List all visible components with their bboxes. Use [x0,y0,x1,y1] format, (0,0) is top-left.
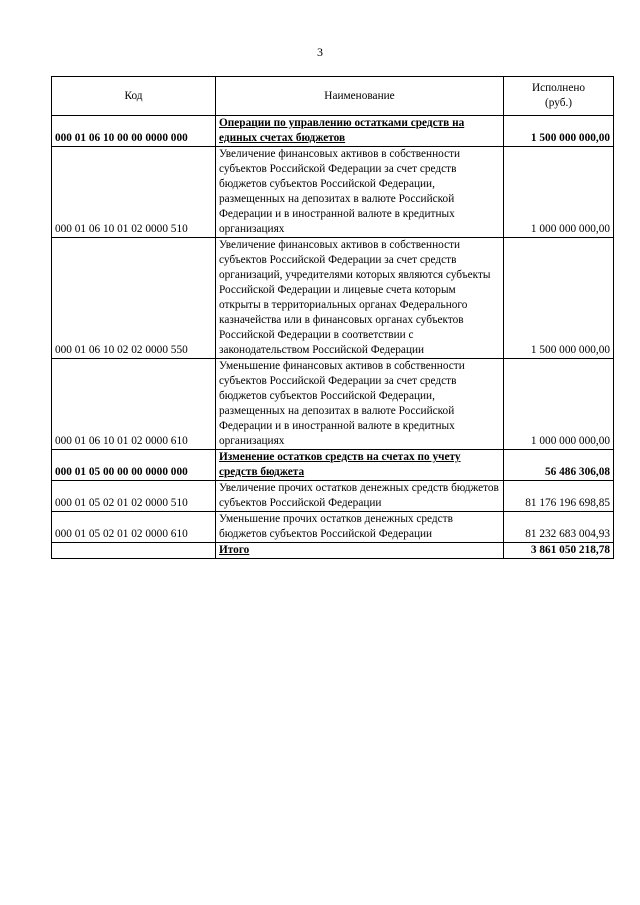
total-sum: 3 861 050 218,78 [504,543,614,559]
row-sum: 1 000 000 000,00 [504,147,614,238]
row-name: Операции по управлению остатками средств на единых счетах бюджетов [216,116,504,147]
row-sum: 1 500 000 000,00 [504,116,614,147]
row-sum: 56 486 306,08 [504,450,614,481]
header-sum-line2: (руб.) [544,97,573,109]
table-row [52,450,614,481]
row-name: Увеличение прочих остатков денежных средств бюджетов субъектов Российской Федерации [216,481,504,512]
budget-sources-table [51,76,614,559]
page-number: 3 [317,45,323,59]
table-row [52,147,614,238]
total-label: Итого [216,543,504,559]
row-name: Изменение остатков средств на счетах по учету средств бюджета [216,450,504,481]
table-row [52,116,614,147]
row-code: 000 01 05 00 00 00 0000 000 [52,450,216,481]
table-row [52,512,614,543]
row-sum: 1 500 000 000,00 [504,238,614,359]
row-name: Уменьшение прочих остатков денежных средств бюджетов субъектов Российской Федерации [216,512,504,543]
header-name: Наименование [216,77,504,116]
table-row [52,481,614,512]
row-code: 000 01 06 10 00 00 0000 000 [52,116,216,147]
row-sum: 1 000 000 000,00 [504,359,614,450]
row-name: Уменьшение финансовых активов в собственности субъектов Российской Федерации за счет средств бюджетов субъектов Российской Федерации, размещенных на депозитах в валюте Российской Федерации и в иностранной валюте в кредитных организациях [216,359,504,450]
header-code: Код [52,77,216,116]
row-name: Увеличение финансовых активов в собственности субъектов Российской Федерации за счет средств бюджетов субъектов Российской Федерации, размещенных на депозитах в валюте Российской Федерации и в иностранной валюте в кредитных организациях [216,147,504,238]
row-code: 000 01 06 10 01 02 0000 610 [52,359,216,450]
table-header-row [52,77,614,116]
row-code: 000 01 06 10 02 02 0000 550 [52,238,216,359]
row-code: 000 01 06 10 01 02 0000 510 [52,147,216,238]
table-row [52,238,614,359]
header-sum [504,77,614,116]
header-sum-line1: Исполнено [531,82,586,94]
row-name: Увеличение финансовых активов в собственности субъектов Российской Федерации за счет средств организаций, учредителями которых являются субъекты Российской Федерации и лицевые счета которым открыты в территориальных органах Федерального казначейства или в финансовых органах субъектов Российской Федерации в соответствии с законодательством Российской Федерации [216,238,504,359]
row-sum: 81 176 196 698,85 [504,481,614,512]
row-code: 000 01 05 02 01 02 0000 610 [52,512,216,543]
row-sum: 81 232 683 004,93 [504,512,614,543]
total-code [52,543,216,559]
total-row [52,543,614,559]
row-code: 000 01 05 02 01 02 0000 510 [52,481,216,512]
table-row [52,359,614,450]
